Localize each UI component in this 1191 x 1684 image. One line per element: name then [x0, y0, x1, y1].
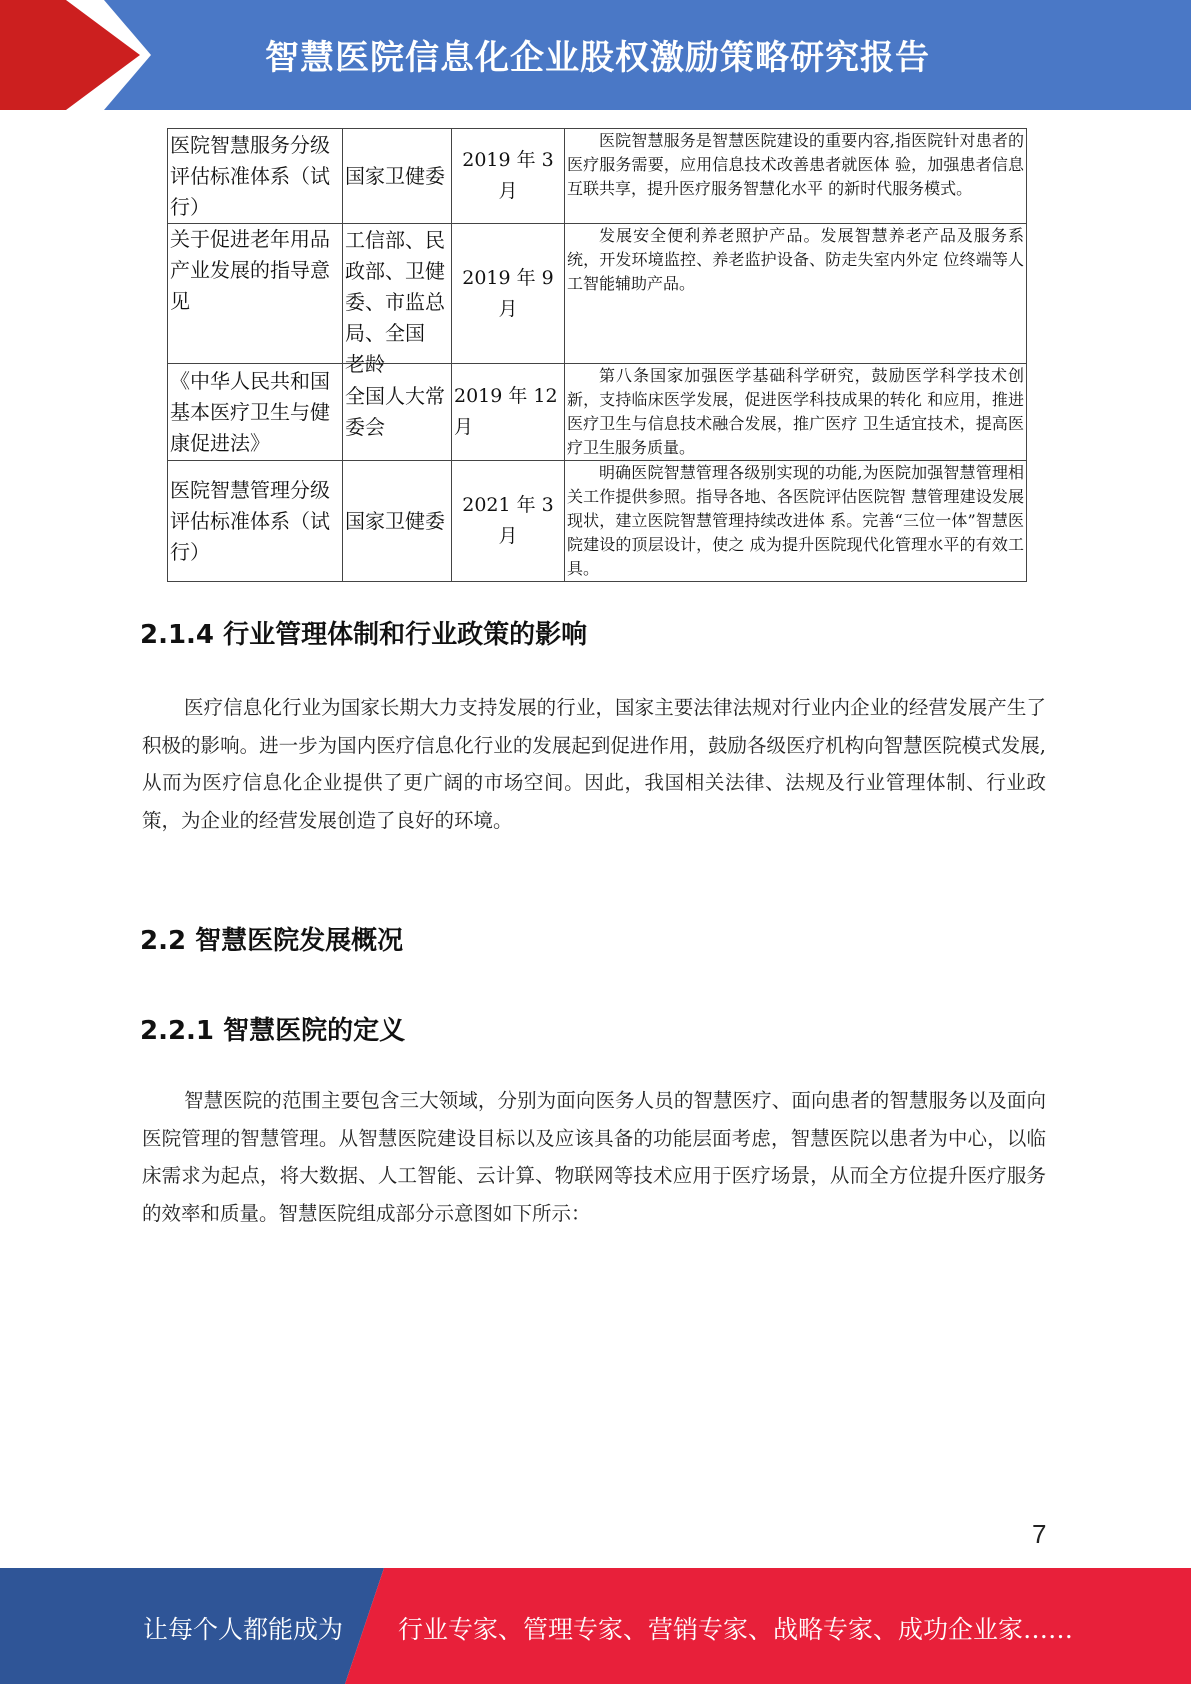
policy-name-cell: 医院智慧服务分级评估标准体系（试行）: [168, 129, 343, 224]
table-row: [168, 224, 1027, 364]
policy-name-cell: 《中华人民共和国基本医疗卫生与健康促进法》: [168, 364, 343, 461]
table-row: [168, 129, 1027, 224]
description-cell: 医院智慧服务是智慧医院建设的重要内容,指医院针对患者的医疗服务需要，应用信息技术改善患者就医体 验，加强患者信息互联共享，提升医疗服务智慧化水平 的新时代服务模式。: [565, 129, 1027, 224]
date-cell: 2021 年 3 月: [452, 461, 565, 582]
issuer-cell: [343, 224, 452, 376]
issuer-cell: 国家卫健委: [343, 461, 452, 582]
description-cell: 第八条国家加强医学基础科学研究，鼓励医学科学技术创新，支持临床医学发展，促进医学科技成果的转化 和应用，推进医疗卫生与信息技术融合发展，推广医疗 卫生适宜技术，提高医疗卫生服务质量。: [565, 364, 1027, 461]
description-cell: 发展安全便利养老照护产品。发展智慧养老产品及服务系统，开发环境监控、养老监护设备、防走失室内外定 位终端等人工智能辅助产品。: [565, 224, 1027, 364]
table-row: [168, 364, 1027, 461]
issuer-cell: 全国人大常委会: [343, 364, 452, 461]
page-number: 7: [1032, 1519, 1047, 1549]
footer-slogan-left: 让每个人都能成为: [143, 1615, 344, 1644]
table-row: [168, 461, 1027, 582]
header-title: 智慧医院信息化企业股权激励策略研究报告: [265, 38, 930, 78]
page-header: [0, 0, 1191, 110]
date-cell: 2019 年 12 月: [452, 364, 565, 461]
section-heading-2-1-4: 2.1.4 行业管理体制和行业政策的影响: [140, 620, 588, 650]
policy-table: [167, 128, 1027, 582]
section-heading-2-2: 2.2 智慧医院发展概况: [140, 926, 404, 956]
issuer-text: 工信部、民政部、卫健委、市监总 局、全国 老龄: [345, 227, 445, 376]
footer-slogan-right: 行业专家、管理专家、营销专家、战略专家、成功企业家……: [398, 1615, 1074, 1644]
description-cell: 明确医院智慧管理各级别实现的功能,为医院加强智慧管理相关工作提供参照。指导各地、各医院评估医院智 慧管理建设发展现状，建立医院智慧管理持续改进体 系。完善“三位一体”智慧医院建设的顶层设计，使之 成为提升医院现代化管理水平的有效工具。: [565, 461, 1027, 582]
issuer-cell: 国家卫健委: [343, 129, 452, 224]
section-paragraph-2-1-4: 医疗信息化行业为国家长期大力支持发展的行业，国家主要法律法规对行业内企业的经营发展产生了积极的影响。进一步为国内医疗信息化行业的发展起到促进作用，鼓励各级医疗机构向智慧医院模式发展,从而为医疗信息化企业提供了更广阔的市场空间。因此，我国相关法律、法规及行业管理体制、行业政策，为企业的经营发展创造了良好的环境。: [142, 696, 1046, 832]
date-cell: 2019 年 9 月: [452, 224, 565, 364]
policy-name-cell: 关于促进老年用品产业发展的指导意见: [168, 224, 343, 364]
section-heading-2-2-1: 2.2.1 智慧医院的定义: [140, 1016, 406, 1046]
date-cell: 2019 年 3 月: [452, 129, 565, 224]
section-paragraph-2-2-1: 智慧医院的范围主要包含三大领域，分别为面向医务人员的智慧医疗、面向患者的智慧服务以及面向医院管理的智慧管理。从智慧医院建设目标以及应该具备的功能层面考虑，智慧医院以患者为中心，以临床需求为起点，将大数据、人工智能、云计算、物联网等技术应用于医疗场景，从而全方位提升医疗服务的效率和质量。智慧医院组成部分示意图如下所示：: [142, 1089, 1046, 1225]
policy-name-cell: 医院智慧管理分级评估标准体系（试行）: [168, 461, 343, 582]
page-footer: [0, 1568, 1191, 1684]
